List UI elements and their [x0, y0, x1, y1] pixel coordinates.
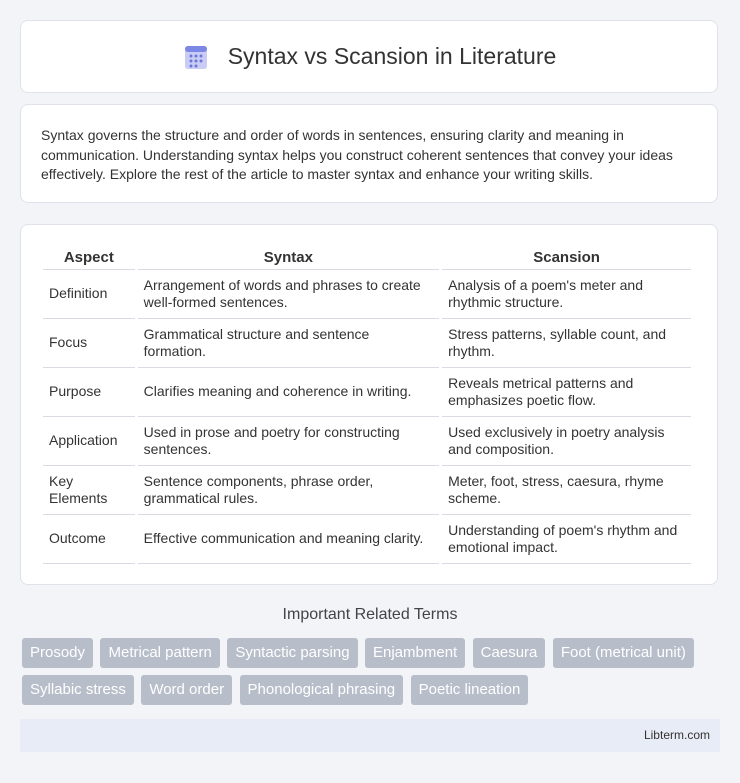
- related-term-tag[interactable]: Enjambment: [365, 638, 465, 668]
- cell-aspect: Key Elements: [43, 466, 135, 515]
- cell-scansion: Analysis of a poem's meter and rhythmic structure.: [442, 270, 691, 319]
- related-term-tag[interactable]: Syntactic parsing: [227, 638, 357, 668]
- intro-text: Syntax governs the structure and order of words in sentences, ensuring clarity and meaning in communication. Understanding syntax helps you construct coherent sentences that convey your ideas effectively. Explore the rest of the article to master syntax and enhance your writing skills.: [41, 127, 673, 182]
- footer: [20, 719, 720, 752]
- cell-aspect: Focus: [43, 319, 135, 368]
- title-card: [20, 20, 718, 93]
- header-syntax: Syntax: [138, 245, 439, 270]
- related-term-tag[interactable]: Poetic lineation: [411, 675, 529, 705]
- cell-aspect: Purpose: [43, 368, 135, 417]
- related-term-tag[interactable]: Word order: [141, 675, 232, 705]
- header-scansion: Scansion: [442, 245, 691, 270]
- cell-syntax: Arrangement of words and phrases to create well-formed sentences.: [138, 270, 439, 319]
- header-aspect: Aspect: [43, 245, 135, 270]
- cell-aspect: Definition: [43, 270, 135, 319]
- table-row: [43, 466, 691, 515]
- cell-scansion: Reveals metrical patterns and emphasizes poetic flow.: [442, 368, 691, 417]
- related-term-tag[interactable]: Syllabic stress: [22, 675, 134, 705]
- related-term-tag[interactable]: Caesura: [473, 638, 546, 668]
- cell-syntax: Sentence components, phrase order, grammatical rules.: [138, 466, 439, 515]
- cell-aspect: Application: [43, 417, 135, 466]
- comparison-table: [40, 245, 694, 564]
- table-header-row: [43, 245, 691, 270]
- related-terms-list: [22, 638, 722, 712]
- footer-site-link[interactable]: Libterm.com: [643, 728, 710, 742]
- table-row: [43, 368, 691, 417]
- table-row: [43, 319, 691, 368]
- intro-card: [20, 104, 718, 203]
- related-term-tag[interactable]: Metrical pattern: [100, 638, 219, 668]
- cell-syntax: Grammatical structure and sentence formation.: [138, 319, 439, 368]
- cell-syntax: Clarifies meaning and coherence in writing.: [138, 368, 439, 417]
- table-row: [43, 515, 691, 564]
- related-term-tag[interactable]: Foot (metrical unit): [553, 638, 694, 668]
- cell-aspect: Outcome: [43, 515, 135, 564]
- related-term-tag[interactable]: Phonological phrasing: [240, 675, 404, 705]
- cell-syntax: Used in prose and poetry for constructing sentences.: [138, 417, 439, 466]
- cell-syntax: Effective communication and meaning clarity.: [138, 515, 439, 564]
- document-grid-icon: [182, 43, 210, 71]
- table-row: [43, 270, 691, 319]
- cell-scansion: Understanding of poem's rhythm and emotional impact.: [442, 515, 691, 564]
- page-title: Syntax vs Scansion in Literature: [227, 43, 557, 69]
- comparison-card: [20, 224, 718, 585]
- cell-scansion: Meter, foot, stress, caesura, rhyme scheme.: [442, 466, 691, 515]
- related-terms-title: Important Related Terms: [282, 606, 458, 623]
- related-term-tag[interactable]: Prosody: [22, 638, 93, 668]
- cell-scansion: Used exclusively in poetry analysis and composition.: [442, 417, 691, 466]
- cell-scansion: Stress patterns, syllable count, and rhythm.: [442, 319, 691, 368]
- table-row: [43, 417, 691, 466]
